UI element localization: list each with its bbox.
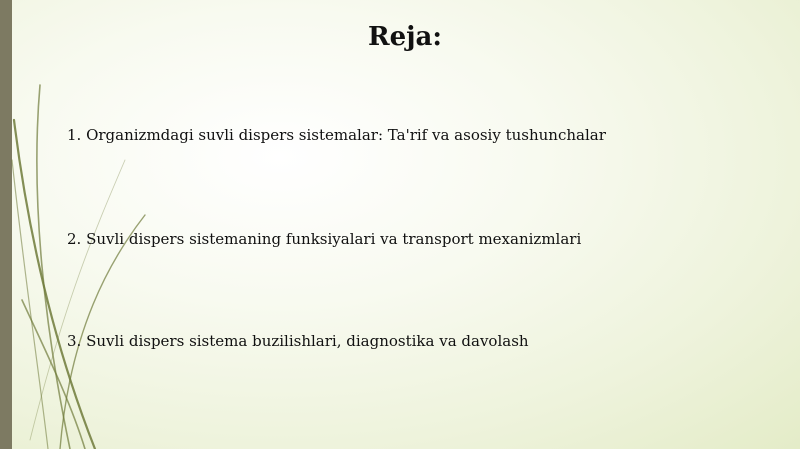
- list-item: 3. Suvli dispers sistema buzilishlari, diagnostika va davolash: [67, 332, 529, 350]
- list-item: 2. Suvli dispers sistemaning funksiyalari va transport mexanizmlari: [67, 230, 582, 248]
- slide-title: Reja:: [367, 22, 442, 52]
- list-item: 1. Organizmdagi suvli dispers sistemalar: Ta'rif va asosiy tushunchalar: [67, 126, 606, 144]
- decorative-grass-lines: [0, 0, 200, 449]
